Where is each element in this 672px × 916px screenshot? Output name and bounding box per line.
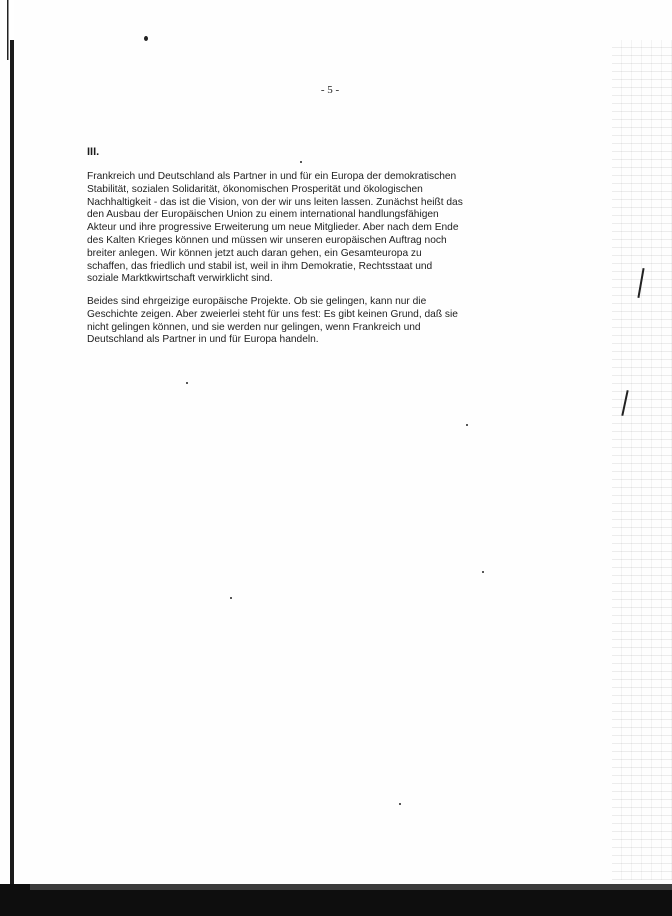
scan-left-border — [10, 40, 14, 885]
paragraph — [87, 171, 507, 286]
text-line: Stabilität, sozialen Solidarität, ökonomischen Prosperität und ökologischen — [87, 183, 423, 195]
text-line: des Kalten Krieges können und müssen wir unseren europäischen Auftrag noch — [87, 234, 447, 246]
section-heading: III. — [87, 146, 100, 158]
scan-speck — [399, 803, 401, 805]
text-line: breiter anlegen. Wir können jetzt auch daran gehen, ein Gesamteuropa zu — [87, 247, 422, 259]
scan-speck — [230, 597, 232, 599]
paragraph — [87, 296, 507, 347]
scan-speck — [482, 571, 484, 573]
text-line: schaffen, das friedlich und stabil ist, weil in ihm Demokratie, Rechtsstaat und — [87, 260, 433, 272]
text-line: Nachhaltigkeit - das ist die Vision, von der wir uns leiten lassen. Zunächst heißt das — [87, 196, 463, 208]
text-line: Geschichte zeigen. Aber zweierlei steht für uns fest: Es gibt keinen Grund, daß sie — [87, 308, 458, 320]
scan-speck — [300, 161, 302, 163]
text-line: soziale Marktkwirtschaft verwirklicht sind. — [87, 273, 273, 285]
scan-speck — [466, 424, 468, 426]
text-line: Akteur und ihre progressive Erweiterung um neue Mitglieder. Aber nach dem Ende — [87, 222, 459, 234]
text-line: nicht gelingen können, und sie werden nur gelingen, wenn Frankreich und — [87, 321, 421, 333]
page-number: - 5 - — [320, 84, 340, 96]
text-line: Beides sind ehrgeizige europäische Projekte. Ob sie gelingen, kann nur die — [87, 296, 427, 307]
scan-bottom-edge — [30, 884, 672, 890]
scan-speck — [186, 382, 188, 384]
scan-speck — [144, 36, 148, 41]
text-line: Deutschland als Partner in und für Europa handeln. — [87, 334, 319, 346]
text-line: Frankreich und Deutschland als Partner in und für ein Europa der demokratischen — [87, 171, 457, 182]
scan-right-margin-noise — [612, 40, 672, 880]
text-line: den Ausbau der Europäischen Union zu einem international handlungsfähigen — [87, 209, 439, 221]
